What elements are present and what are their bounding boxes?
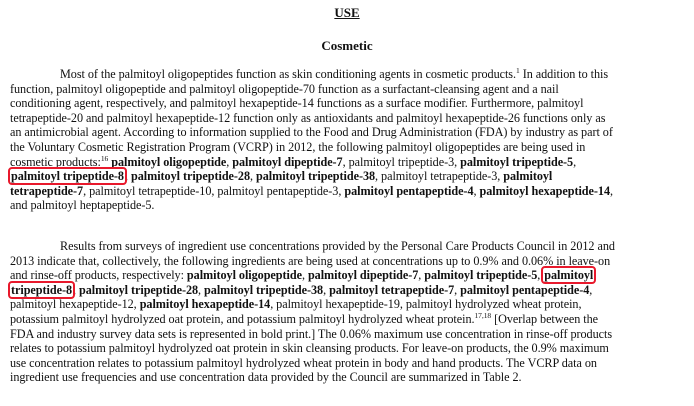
text: , xyxy=(250,169,257,184)
ingredient-bold: palmitoyl tripeptide-28 xyxy=(130,169,251,184)
text: , xyxy=(124,169,131,184)
citation-superscript: 1 xyxy=(516,66,520,75)
ingredient-bold: palmitoyl tetrapeptide-7 xyxy=(329,282,455,297)
citation-superscript: 16 xyxy=(100,153,109,163)
ingredient-bold: palmitoyl tripeptide-5 xyxy=(424,268,538,283)
p2-line-2: 2013 indicate that, collectively, the following ingredients are being used at concentrations up to 0.9% and 0.06% in leave-on xyxy=(10,253,611,268)
p1-line-3: conditioning agent, respectively, and palmitoyl hexapeptide-14 functions as a surface modifier. Furthermore, palmitoyl xyxy=(10,96,584,111)
p2-line-3 xyxy=(10,268,692,283)
ingredient-bold: palmitoyl oligopeptide xyxy=(186,268,302,283)
ingredient-bold: palmitoyl dipeptide-7 xyxy=(307,268,419,283)
text: , xyxy=(198,282,205,297)
p2-line-7: FDA and industry survey data sets is represented in bold print.] The 0.06% maximum use concentration in rinse-off products xyxy=(10,326,613,341)
ingredient-bold: palmitoyl tripeptide-28 xyxy=(79,282,199,297)
p2-line-6 xyxy=(10,312,692,327)
ingredient-bold: palmitoyl xyxy=(503,169,553,184)
text: , xyxy=(226,154,233,169)
text: , xyxy=(589,282,593,297)
citation-superscript: 17,18 xyxy=(474,310,492,320)
text: , xyxy=(454,282,461,297)
ingredient-bold: palmitoyl hexapeptide-14 xyxy=(479,183,610,198)
ingredient-bold: palmitoyl pentapeptide-4 xyxy=(344,183,474,198)
paragraph-1 xyxy=(10,67,692,213)
text: , palmitoyl hexapeptide-19, palmitoyl hydrolyzed wheat protein, xyxy=(270,297,582,312)
p1-line-8 xyxy=(10,169,692,184)
p1-line-6: the Voluntary Cosmetic Registration Program (VCRP) in 2012, the following palmitoyl oligopeptides are being used in xyxy=(10,139,586,154)
paragraph-2 xyxy=(10,239,692,385)
text: Most of the palmitoyl oligopeptides function as skin conditioning agents in cosmetic products. xyxy=(60,67,516,81)
section-title: USE xyxy=(334,5,360,20)
subsection-title: Cosmetic xyxy=(321,38,373,53)
text: In addition to this xyxy=(519,67,609,81)
text: palmitoyl hexapeptide-12, xyxy=(10,297,140,312)
text: , xyxy=(537,268,544,283)
text: , xyxy=(323,282,330,297)
ingredient-bold: palmitoyl tripeptide-38 xyxy=(204,282,324,297)
text: and rinse-off products, respectively: xyxy=(10,268,187,283)
ingredient-bold: tetrapeptide-7 xyxy=(10,183,84,198)
text: , palmitoyl tetrapeptide-10, palmitoyl pentapeptide-3, xyxy=(83,183,345,198)
p2-line-5 xyxy=(10,297,692,312)
ingredient-bold: palmitoyl dipeptide-7 xyxy=(232,154,343,169)
p1-line-5: an antimicrobial agent. According to information supplied to the Food and Drug Administration (FDA) by industry as part of xyxy=(10,125,613,140)
highlight-box-tripeptide-8: tripeptide-8 xyxy=(11,282,73,297)
highlight-box-tripeptide-8: palmitoyl tripeptide-8 xyxy=(11,169,124,184)
p2-line-4 xyxy=(10,283,692,298)
text: , xyxy=(301,268,308,283)
p1-line-7 xyxy=(10,155,692,170)
p1-line-4: tetrapeptide-20 and palmitoyl hexapeptide-12 function only as antioxidants and palmitoyl hexapeptide-26 functions only as xyxy=(10,110,606,125)
p1-line-1 xyxy=(10,67,692,82)
ingredient-bold: palmitoyl tripeptide-5 xyxy=(460,154,574,169)
text: cosmetic products: xyxy=(10,154,101,169)
p2-line-9: use concentration relates to potassium palmitoyl hydrolyzed wheat protein in body and hand products. The VCRP data on xyxy=(10,355,597,370)
p1-line-10: and palmitoyl heptapeptide-5. xyxy=(10,198,155,213)
text: , xyxy=(418,268,425,283)
text: , palmitoyl tetrapeptide-3, xyxy=(375,169,504,184)
p1-line-9 xyxy=(10,184,692,199)
ingredient-bold: palmitoyl oligopeptide xyxy=(111,154,227,169)
ingredient-bold: palmitoyl tripeptide-38 xyxy=(256,169,376,184)
text: , xyxy=(73,282,80,297)
p2-line-10: ingredient use frequencies and use concentration data provided by the Council are summarized in Table 2. xyxy=(10,370,522,385)
ingredient-bold: palmitoyl pentapeptide-4 xyxy=(460,282,590,297)
text: , palmitoyl tripeptide-3, xyxy=(342,154,461,169)
p2-line-8: relates to potassium palmitoyl hydrolyzed oat protein in skin cleansing products. For leave-on products, the 0.9% maximum xyxy=(10,341,609,356)
text: [Overlap between the xyxy=(491,311,599,326)
text: , xyxy=(610,183,613,198)
text: , xyxy=(573,154,577,169)
text: , xyxy=(473,183,480,198)
p1-line-2: function, palmitoyl oligopeptide and palmitoyl oligopeptide-70 function as a surfactant-cleansing agent and a nail xyxy=(10,81,559,96)
ingredient-bold: palmitoyl hexapeptide-14 xyxy=(139,297,271,312)
text: potassium palmitoyl hydrolyzed oat protein, and potassium palmitoyl hydrolyzed wheat protein. xyxy=(10,311,475,326)
highlight-box-palmitoyl: palmitoyl xyxy=(544,268,594,283)
p2-line-1: Results from surveys of ingredient use concentrations provided by the Personal Care Products Council in 2012 and xyxy=(60,239,615,253)
